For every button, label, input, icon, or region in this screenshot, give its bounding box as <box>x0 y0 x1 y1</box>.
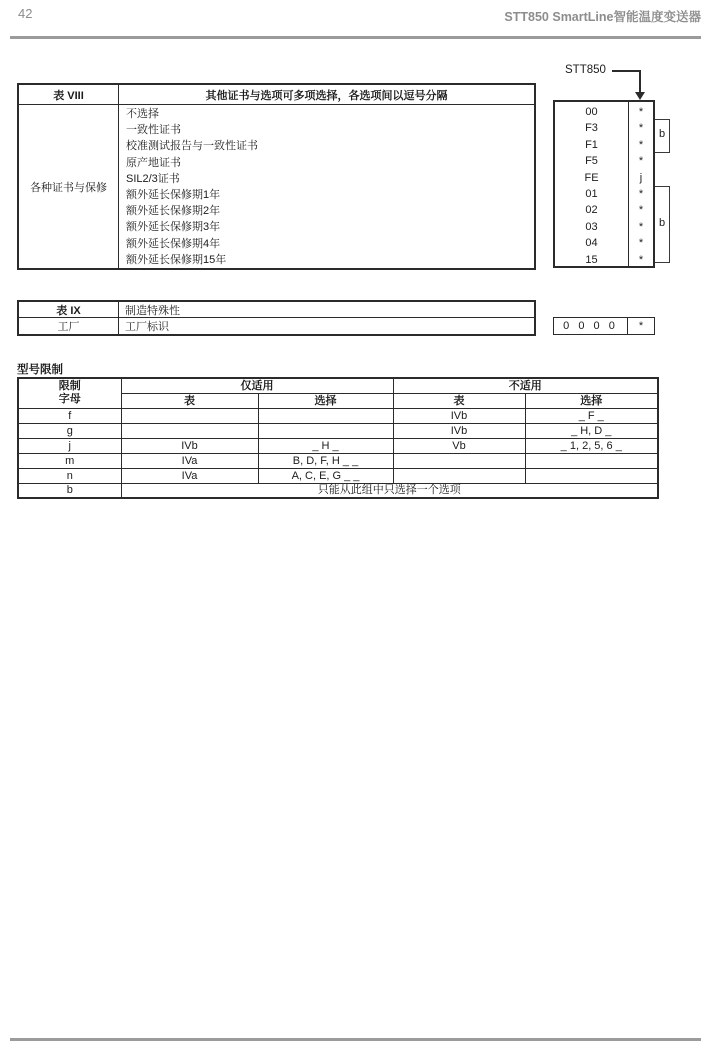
pointer-line-horizontal <box>612 70 641 72</box>
only-select-cell <box>258 408 393 423</box>
table-ix-category: 工厂 <box>19 318 119 334</box>
option-code: 03 <box>585 220 598 233</box>
option-code: 02 <box>585 204 598 217</box>
restriction-row <box>18 438 658 453</box>
restriction-letter: m <box>18 453 121 468</box>
not-table-cell: Vb <box>393 438 525 453</box>
restriction-letter: n <box>18 468 121 483</box>
only-select-cell: _ H _ <box>258 438 393 453</box>
only-table-cell: IVa <box>121 468 258 483</box>
table-viii-title: 表 VIII <box>19 85 119 104</box>
option-code-column <box>555 102 629 266</box>
restriction-row <box>18 423 658 438</box>
restriction-row <box>18 453 658 468</box>
table-viii-header-text: 其他证书与选项可多项选择，各选项间以逗号分隔 <box>205 89 448 102</box>
option-row: 校准测试报告与一致性证书 <box>126 140 258 153</box>
restriction-letter-header <box>18 378 121 408</box>
only-select-cell: A, C, E, G _ _ <box>258 468 393 483</box>
availability-mark: * <box>638 237 644 250</box>
document-title: STT850 SmartLine智能温度变送器 <box>504 10 701 24</box>
option-code: 15 <box>585 253 598 266</box>
table-viii <box>17 83 536 270</box>
restriction-letter-header-line1: 限制 <box>58 380 81 393</box>
restrictions-table <box>17 377 659 499</box>
option-row: 额外延长保修期2年 <box>126 205 221 218</box>
option-code: F1 <box>585 138 598 151</box>
option-code: 01 <box>585 187 598 200</box>
only-select-cell <box>258 423 393 438</box>
not-table-cell <box>393 468 525 483</box>
option-code: FE <box>584 171 599 184</box>
table-ix-description: 工厂标识 <box>125 321 169 333</box>
availability-mark: * <box>638 122 644 135</box>
not-select-cell <box>525 453 658 468</box>
option-row: 额外延长保修期3年 <box>126 221 221 234</box>
not-select-subheader: 选择 <box>525 393 658 408</box>
restriction-note: 只能从此组中只选择一个选项 <box>121 483 658 498</box>
restriction-letter-header-line2: 字母 <box>58 393 81 406</box>
option-code: F5 <box>585 155 598 168</box>
not-table-subheader: 表 <box>393 393 525 408</box>
not-table-cell: IVb <box>393 408 525 423</box>
group-bracket-label: b <box>659 128 666 140</box>
factory-code-value: 0 0 0 0 <box>554 318 628 334</box>
availability-mark: * <box>638 187 644 200</box>
group-bracket-label: b <box>659 217 666 229</box>
availability-mark: * <box>638 204 644 217</box>
option-row: 额外延长保修期1年 <box>126 188 221 201</box>
table-viii-category: 各种证书与保修 <box>19 105 119 268</box>
only-table-cell <box>121 423 258 438</box>
restriction-letter: f <box>18 408 121 423</box>
only-applicable-header: 仅适用 <box>121 378 393 393</box>
table-ix <box>17 300 536 336</box>
option-code: F3 <box>585 122 598 135</box>
option-row: 额外延长保修期15年 <box>126 253 227 266</box>
restriction-row <box>18 408 658 423</box>
availability-mark: * <box>638 155 644 168</box>
not-table-cell <box>393 453 525 468</box>
availability-mark: * <box>638 138 644 151</box>
not-applicable-header: 不适用 <box>393 378 658 393</box>
restriction-row-b <box>18 483 658 498</box>
availability-mark: * <box>638 220 644 233</box>
table-ix-title: 表 IX <box>19 302 119 317</box>
only-table-cell: IVb <box>121 438 258 453</box>
option-code: 00 <box>585 106 598 118</box>
only-table-cell <box>121 408 258 423</box>
only-select-cell: B, D, F, H _ _ <box>258 453 393 468</box>
only-table-cell: IVa <box>121 453 258 468</box>
not-select-cell <box>525 468 658 483</box>
only-select-subheader: 选择 <box>258 393 393 408</box>
option-row: 一致性证书 <box>126 124 181 137</box>
arrow-down-icon <box>635 92 645 100</box>
restriction-letter: j <box>18 438 121 453</box>
availability-mark-column <box>629 102 653 266</box>
table-ix-header-row <box>19 302 534 318</box>
option-row: 原产地证书 <box>126 156 181 169</box>
restrictions-title: 型号限制 <box>17 364 63 376</box>
header-rule <box>10 36 701 39</box>
not-select-cell: _ H, D _ <box>525 423 658 438</box>
factory-code-mark: * <box>638 320 644 332</box>
restrictions-header-row-1 <box>18 378 658 393</box>
option-row: SIL2/3证书 <box>126 172 180 185</box>
restriction-row <box>18 468 658 483</box>
table-viii-options <box>119 105 534 268</box>
table-viii-header-row <box>19 85 534 105</box>
not-select-cell: _ 1, 2, 5, 6 _ <box>525 438 658 453</box>
page-number: 42 <box>18 6 33 21</box>
pointer-line-vertical <box>639 70 641 93</box>
table-ix-header-text: 制造特殊性 <box>125 304 180 317</box>
availability-mark: * <box>638 253 644 266</box>
option-row: 不选择 <box>126 108 159 120</box>
footer-rule <box>10 1038 701 1041</box>
option-row: 额外延长保修期4年 <box>126 237 221 250</box>
restriction-letter: g <box>18 423 121 438</box>
table-ix-data-row <box>19 318 534 334</box>
only-table-subheader: 表 <box>121 393 258 408</box>
not-table-cell: IVb <box>393 423 525 438</box>
restriction-letter: b <box>18 483 121 498</box>
not-select-cell: _ F _ <box>525 408 658 423</box>
option-code-table <box>553 100 655 268</box>
availability-mark: * <box>638 106 644 118</box>
table-viii-body <box>19 105 534 268</box>
factory-code-box <box>553 317 655 335</box>
model-label: STT850 <box>565 64 606 76</box>
option-code: 04 <box>585 237 598 250</box>
availability-mark: j <box>639 171 643 184</box>
